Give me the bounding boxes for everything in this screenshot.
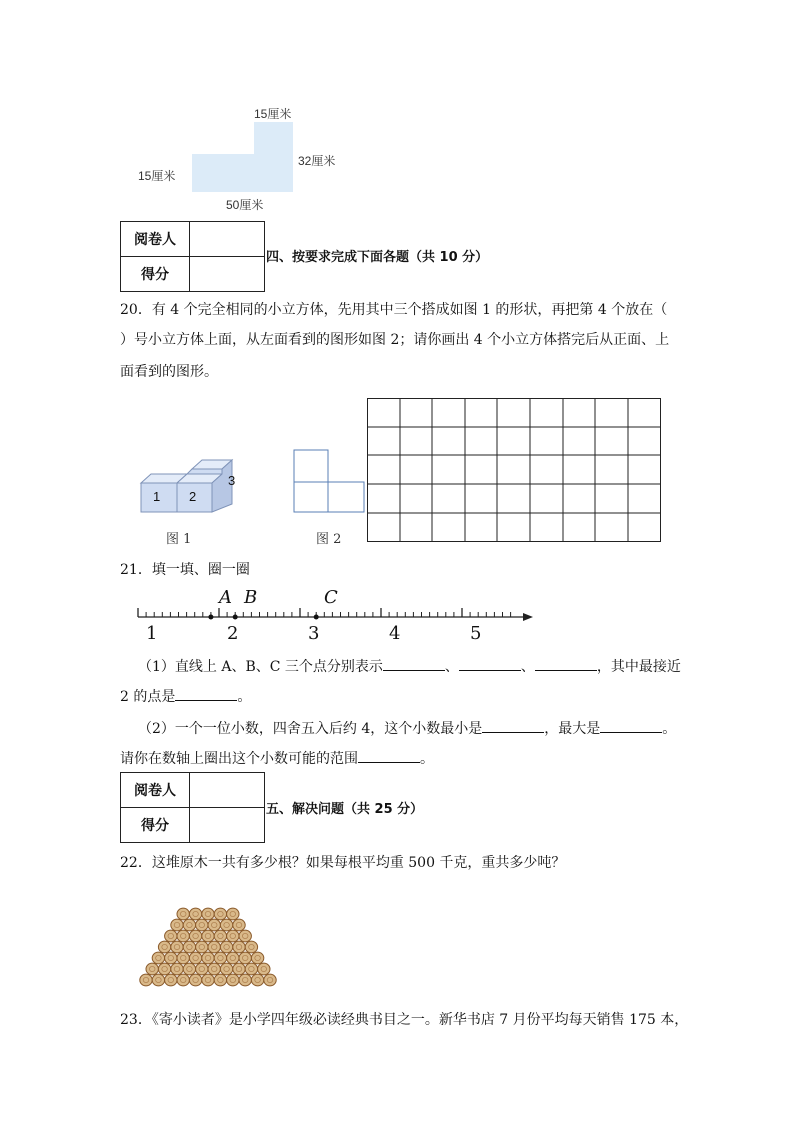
label-top-width: 15厘米 [254, 107, 292, 121]
log-end [258, 963, 270, 975]
log-end [245, 963, 257, 975]
log-end [183, 919, 195, 931]
tick-number-4: 4 [389, 623, 401, 644]
log-end [245, 941, 257, 953]
score-cell[interactable] [190, 257, 265, 292]
log-end [146, 963, 158, 975]
label-left-height: 15厘米 [138, 169, 176, 183]
tick-number-5: 5 [470, 623, 482, 644]
grader-label: 阅卷人 [121, 222, 190, 257]
log-end [220, 919, 232, 931]
log-end [158, 941, 170, 953]
blank-closest-point[interactable] [175, 686, 237, 701]
point-a [208, 615, 213, 620]
log-end [208, 919, 220, 931]
q23-text: 23．《寄小读者》是小学四年级必读经典书目之一。新华书店 7 月份平均每天销售 175 本， [120, 1012, 689, 1028]
log-end [171, 963, 183, 975]
log-end [171, 941, 183, 953]
log-end [152, 952, 164, 964]
q21-sep2: 、 [520, 659, 535, 675]
blank-b-value[interactable] [459, 656, 521, 671]
number-line-svg [135, 587, 545, 647]
q21-p2-end: 。 [662, 721, 677, 737]
q21-p3-end: 。 [420, 751, 434, 767]
log-end [214, 908, 226, 920]
log-end [227, 930, 239, 942]
q20-line-2: ）号小立方体上面，从左面看到的图形如图 2；请你画出 4 个小立方体搭完后从正面、上 [120, 332, 670, 348]
q20-line-1: 20．有 4 个完全相同的小立方体，先用其中三个搭成如图 1 的形状，再把第 4 个放在（ [120, 302, 668, 318]
log-end [264, 974, 276, 986]
q20-line-3: 面看到的图形。 [120, 364, 218, 380]
figure-2-caption: 图 2 [316, 532, 342, 547]
answer-grid[interactable] [367, 398, 663, 548]
section-4-title: 四、按要求完成下面各题（共 10 分） [266, 250, 489, 265]
score-label: 得分 [121, 808, 190, 843]
score-label: 得分 [121, 257, 190, 292]
l-shape [192, 122, 293, 192]
point-b [233, 615, 238, 620]
log-end [227, 974, 239, 986]
log-end [233, 941, 245, 953]
log-end [171, 919, 183, 931]
log-end [214, 930, 226, 942]
point-label-c: C [324, 587, 338, 608]
label-bottom-width: 50厘米 [226, 198, 264, 212]
log-end [202, 952, 214, 964]
log-end [189, 952, 201, 964]
left-view-svg [293, 448, 368, 513]
blank-a-value[interactable] [383, 656, 445, 671]
label-right-height: 32厘米 [298, 154, 336, 168]
tick-number-1: 1 [146, 623, 158, 644]
q21-part1-line1 [138, 656, 681, 677]
log-end [189, 930, 201, 942]
log-end [251, 974, 263, 986]
point-label-a: A [219, 587, 232, 608]
log-end [177, 908, 189, 920]
grader-cell[interactable] [190, 222, 265, 257]
blank-range[interactable] [358, 748, 420, 763]
q21-part2-line1 [138, 718, 676, 739]
log-pile-svg [138, 880, 284, 990]
q21-p1-end: 。 [237, 689, 252, 705]
blank-c-value[interactable] [535, 656, 597, 671]
log-end [177, 930, 189, 942]
log-end [189, 974, 201, 986]
point-c [314, 615, 319, 620]
grader-label: 阅卷人 [121, 773, 190, 808]
q21-part2-line2 [120, 748, 434, 769]
tick-number-3: 3 [308, 623, 320, 644]
number-line [135, 587, 545, 647]
q21-p3-text-a: 请你在数轴上圈出这个小数可能的范围 [120, 751, 358, 767]
log-end [208, 963, 220, 975]
log-end [233, 919, 245, 931]
section-5-title: 五、解决问题（共 25 分） [266, 802, 424, 817]
log-end [202, 908, 214, 920]
log-end [220, 963, 232, 975]
blank-min-value[interactable] [482, 718, 544, 733]
log-end [183, 941, 195, 953]
cube-label-2: 2 [189, 489, 197, 504]
log-end [227, 908, 239, 920]
log-end [214, 974, 226, 986]
log-end [177, 974, 189, 986]
cube-label-1: 1 [153, 489, 161, 504]
log-end [165, 930, 177, 942]
log-end [239, 974, 251, 986]
cube-label-3: 3 [228, 473, 236, 488]
number-line-arrow [523, 613, 533, 621]
log-end [239, 930, 251, 942]
q21-p1-text-c: 2 的点是 [120, 689, 176, 705]
log-end [177, 952, 189, 964]
log-end [183, 963, 195, 975]
log-end [152, 974, 164, 986]
answer-grid-svg [367, 398, 663, 544]
score-cell[interactable] [190, 808, 265, 843]
figure-1-caption: 图 1 [166, 532, 192, 547]
log-end [202, 974, 214, 986]
q21-p2-text-a: （2）一个一位小数，四舍五入后约 4，这个小数最小是 [138, 721, 483, 737]
point-label-b: B [244, 587, 258, 608]
log-end [165, 974, 177, 986]
log-end [158, 963, 170, 975]
log-end [140, 974, 152, 986]
log-end [208, 941, 220, 953]
figure-1-cubes [138, 455, 248, 517]
log-end [239, 952, 251, 964]
log-end [202, 930, 214, 942]
log-end [220, 941, 232, 953]
l-shape-figure [130, 100, 380, 215]
q21-sep1: 、 [444, 659, 459, 675]
q21-part1-line2 [120, 686, 251, 707]
log-end [251, 952, 263, 964]
q21-p1-text-a: （1）直线上 A、B、C 三个点分别表示 [138, 659, 383, 675]
grader-table-2 [120, 772, 265, 843]
log-end [189, 908, 201, 920]
grader-cell[interactable] [190, 773, 265, 808]
q21-title: 21．填一填、圈一圈 [120, 562, 250, 578]
log-end [196, 963, 208, 975]
log-end [214, 952, 226, 964]
blank-max-value[interactable] [600, 718, 662, 733]
grader-table-1 [120, 221, 265, 292]
q22-text: 22．这堆原木一共有多少根？如果每根平均重 500 千克，重共多少吨？ [120, 855, 566, 871]
log-pile-image [138, 880, 284, 990]
log-end [233, 963, 245, 975]
log-end [165, 952, 177, 964]
log-end [227, 952, 239, 964]
figure-2-left-view [293, 448, 368, 513]
q21-p1-text-b: ，其中最接近 [596, 659, 681, 675]
q21-p2-text-b: ，最大是 [544, 721, 601, 737]
log-end [196, 941, 208, 953]
log-end [196, 919, 208, 931]
tick-number-2: 2 [227, 623, 239, 644]
